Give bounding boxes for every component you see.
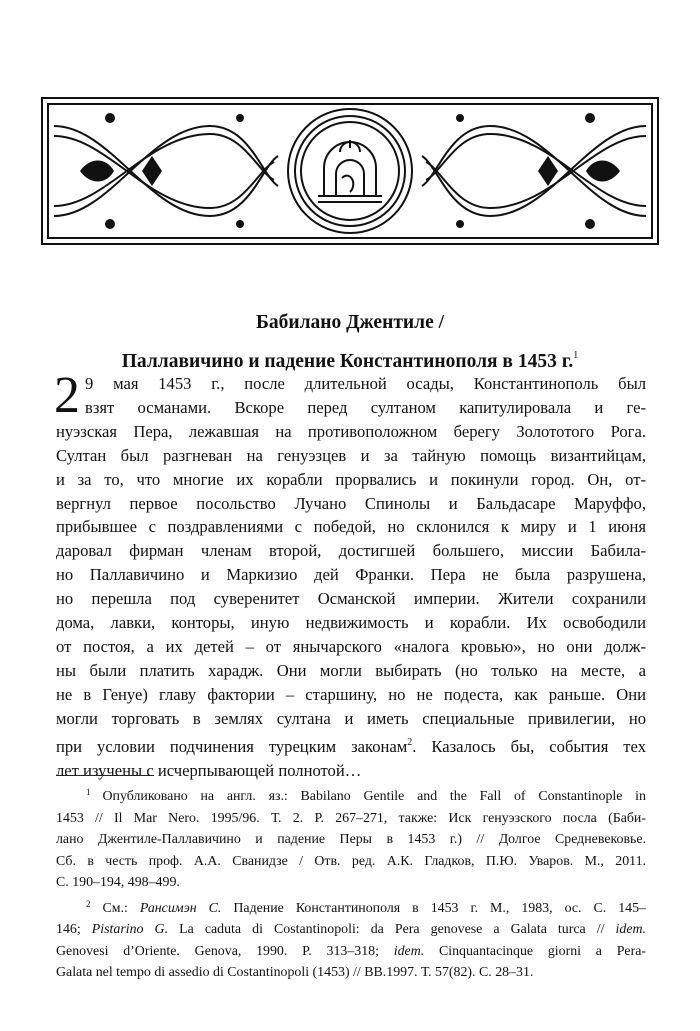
- title-line-1: Бабилано Джентиле /: [255, 312, 445, 333]
- body-line: [56, 731, 646, 759]
- body-line: не в Генуе) главу фактории – старшину, но не подеста, как раньше. Они: [56, 684, 646, 704]
- body-line: лет изучены с исчерпывающей полнотой…: [56, 760, 362, 780]
- title-footnote-ref: 1: [573, 350, 579, 361]
- footnote-2-line: [56, 941, 646, 963]
- footnote-2-text: См.:: [102, 900, 140, 916]
- footnotes: [56, 782, 646, 984]
- body-line: но перешла под суверенитет Османской империи. Жители сохранили: [56, 589, 646, 609]
- footnote-2-line: [56, 919, 646, 941]
- body-line: но Паллавичино и Маркизио дей Франки. Пера не была разрушена,: [56, 565, 646, 585]
- footnote-ref-2: 2: [407, 736, 413, 748]
- footnote-1-line: 1453 // Il Mar Nero. 1995/96. Т. 2. Р. 267–271, также: Иск генуэзского посла (Баби-: [56, 810, 646, 826]
- footnote-2-author: Рансимэн С.: [139, 900, 222, 916]
- footnote-2: [56, 894, 646, 920]
- footnote-2-text: Cinquantacinque giorni a Pera-: [424, 943, 646, 959]
- body-line: вергнул первое посольство Лучано Спинолы и Бальдасаре Маруффо,: [56, 493, 646, 513]
- body-line: дома, лавки, конторы, иную недвижимость и корабли. Их освободили: [56, 613, 646, 633]
- footnote-1-line: Опубликовано на англ. яз.: Babilano Gentile and the Fall of Constantinople in: [102, 789, 646, 804]
- footnote-1-line: лано Джентиле-Паллавичино и падение Перы в 1453 г.) // Долгое Средневековье.: [56, 832, 646, 847]
- body-line: прибывшее с поздравлениями с победой, но склонился к миру и 1 июня: [56, 517, 646, 537]
- footnote-1-mark: 1: [86, 787, 91, 797]
- footnote-2-text: La caduta di Costantinopoli: da Pera genovese a Galata turca //: [168, 922, 616, 937]
- footnote-2-mark: 2: [86, 898, 91, 909]
- ornamental-headpiece: [40, 96, 660, 246]
- footnote-1: [56, 782, 646, 808]
- body-line: взят османами. Вскоре перед султаном капитулировала и ге-: [85, 397, 646, 417]
- body-line: нуэзская Пера, лежавшая на противоположном берегу Золототого Рога.: [56, 421, 646, 441]
- body-line: Султан был разгневан на генуэзцев и за тайную помощь византийцам,: [56, 445, 646, 465]
- footnote-2-idem: idem.: [615, 922, 647, 937]
- footnote-2-text: 146;: [56, 922, 92, 937]
- footnote-2-idem: idem.: [393, 943, 425, 959]
- footnote-2-author: Pistarino G.: [91, 922, 169, 937]
- body-line: 9 мая 1453 г., после длительной осады, Константинополь был: [85, 374, 646, 393]
- footnote-separator: [56, 775, 154, 776]
- footnote-1-line: Сб. в честь проф. А.А. Сванидзе / Отв. ред. А.К. Гладков, П.Ю. Уваров. М., 2011.: [56, 853, 646, 869]
- footnote-2-text: Genovesi d’Oriente. Genova, 1990. P. 313–318;: [56, 943, 394, 959]
- main-paragraph: [54, 367, 646, 782]
- drop-cap: 2: [54, 367, 80, 424]
- body-line: ны были платить харадж. Они могли выбирать (но только на месте, а: [56, 660, 646, 680]
- body-line: даровал фирман членам второй, достигшей большего, миссии Бабила-: [56, 541, 646, 561]
- body-line-16-tail: . Казалось бы, события тех: [412, 736, 646, 756]
- body-line: от постоя, а их детей – от янычарского «налога кровью», но они долж-: [56, 636, 646, 656]
- body-line: и за то, что многие их корабли прорвались и покинули город. Он, от-: [56, 469, 646, 489]
- footnote-1-line: С. 190–194, 498–499.: [56, 875, 180, 890]
- title-line-2-text: Паллавичино и падение Константинополя в 1453 г.: [121, 351, 574, 372]
- body-line: могли торговать в землях султана и иметь специальные привилегии, но: [56, 708, 646, 728]
- footnote-2-text: Падение Константинополя в 1453 г. М., 1983, ос. С. 145–: [221, 900, 646, 916]
- footnote-2-line: Galata nel tempo di assedio di Costantinopoli (1453) // BB.1997. Т. 57(82). С. 28–31.: [56, 965, 534, 980]
- article-title: [0, 306, 700, 378]
- body-line-16-text: при условии подчинения турецким законам: [56, 736, 408, 756]
